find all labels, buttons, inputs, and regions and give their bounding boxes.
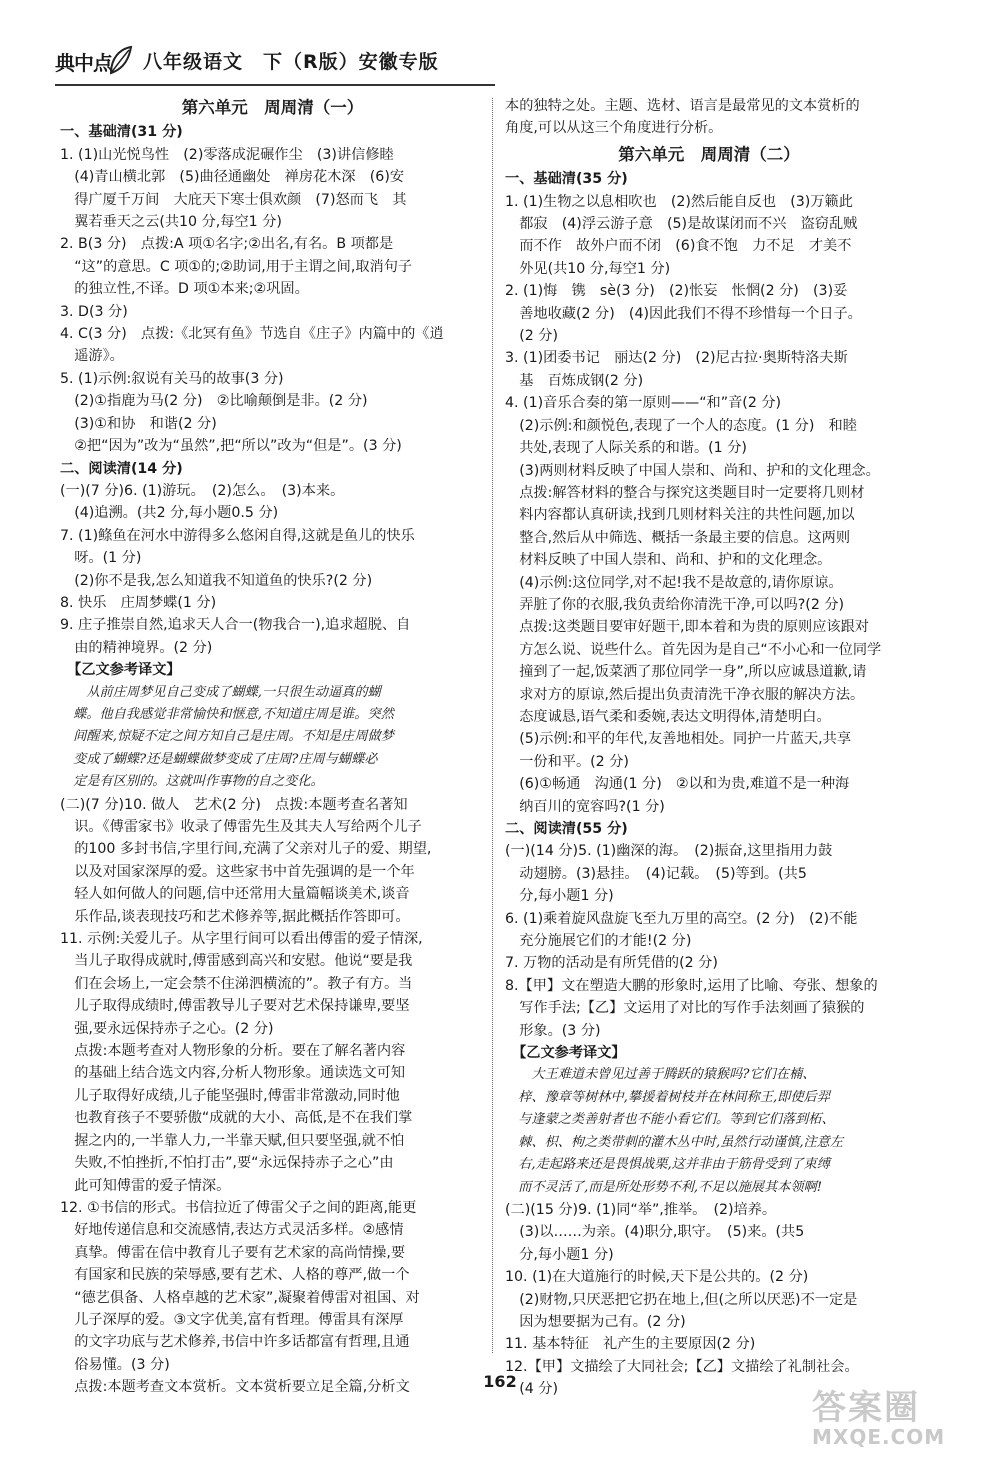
- answer-line: 的独立性,不译。D 项①本来;②巩固。: [60, 281, 309, 298]
- answer-line: 纳百川的宽容吗?(1 分): [505, 798, 665, 815]
- book-title: 八年级语文 下（R版）安徽专版: [143, 50, 439, 73]
- answer-line: 有国家和民族的荣辱感,要有艺术、人格的尊严,做一个: [60, 1267, 410, 1284]
- section-title-right: 第六单元 周周清（二）: [618, 144, 800, 164]
- right-answer-list: [505, 168, 913, 1400]
- answer-line: 握之内的,一半靠人力,一半靠天赋,但只要坚强,就不怕: [60, 1132, 405, 1149]
- answer-line: 11. 示例:关爱儿子。从字里行间可以看出傅雷的爱子情深,: [60, 931, 423, 948]
- answer-line: (一)(14 分)5. (1)幽深的海。 (2)振奋,这里指用力鼓: [505, 843, 833, 860]
- answer-line: 善地收藏(2 分) (4)因此我们不得不珍惜每一个日子。: [505, 305, 862, 322]
- answer-line: 方怎么说、说些什么。首先因为是自己“不小心和一位同学: [505, 641, 882, 658]
- answer-line: 基 百炼成钢(2 分): [505, 372, 644, 389]
- answer-line: (2)示例:和颜悦色,表现了一个人的态度。(1 分) 和睦: [505, 417, 857, 434]
- answer-line: ②把“因为”改为“虽然”,把“所以”改为“但是”。(3 分): [60, 438, 402, 455]
- translation-line: 右,走起路来还是畏惧战栗,这并非由于筋骨受到了束缚: [505, 1157, 830, 1173]
- watermark-logo: [812, 1380, 982, 1455]
- answer-line: (2)你不是我,怎么知道我不知道鱼的快乐?(2 分): [60, 572, 373, 589]
- answer-line: (3)两则材料反映了中国人崇和、尚和、护和的文化理念。: [505, 462, 880, 479]
- section-title-left: 第六单元 周周清（一）: [181, 98, 364, 117]
- answer-line: 外见(共10 分,每空1 分): [505, 260, 671, 277]
- answer-line: 3. D(3 分): [60, 303, 128, 320]
- answer-line: 8.【甲】文在塑造大鹏的形象时,运用了比喻、夸张、想象的: [505, 977, 878, 994]
- watermark-bottom: MXQE.COM: [812, 1425, 946, 1449]
- answer-line: (4 分): [505, 1381, 558, 1398]
- translation-line: 与逢蒙之类善射者也不能小看它们。等到它们落到柘、: [505, 1112, 835, 1128]
- answer-line: (4)青山横北郭 (5)曲径通幽处 禅房花木深 (6)安: [60, 169, 405, 186]
- answer-line: 而不作 故外户而不闭 (6)食不饱 力不足 才美不: [505, 238, 852, 255]
- answer-line: 们在会场上,一定会禁不住涕泗横流的”。教子有方。当: [60, 975, 413, 992]
- answer-line: 6. (1)乘着旋风盘旋飞至九万里的高空。(2 分) (2)不能: [505, 910, 858, 927]
- section-heading: 一、基础清(35 分): [505, 171, 628, 188]
- answer-line: 一份和平。(2 分): [505, 753, 629, 770]
- answer-line: “德艺俱备、人格卓越的艺术家”,凝聚着傅雷对祖国、对: [60, 1289, 420, 1306]
- answer-line: (二)(15 分)9. (1)同“举”,推举。 (2)培养。: [505, 1201, 777, 1218]
- header-rule: [55, 84, 495, 86]
- translation-line: 间醒来,惊疑不定之间方知自己是庄周。不知是庄周做梦: [60, 729, 394, 745]
- answer-line: 动翅膀。(3)悬挂。 (4)记载。 (5)等到。(共5: [505, 865, 807, 882]
- answer-line: 乐作品,谈表现技巧和艺术修养等,据此概括作答即可。: [60, 908, 410, 925]
- answer-line: 10. (1)在大道施行的时候,天下是公共的。(2 分): [505, 1269, 809, 1286]
- left-answer-list: [60, 121, 485, 1398]
- answer-line: (4)示例:这位同学,对不起!我不是故意的,请你原谅。: [505, 574, 843, 591]
- answer-line: (5)示例:和平的年代,友善地相处。同护一片蓝天,共享: [505, 731, 852, 748]
- answer-line: 撞到了一起,饭菜洒了那位同学一身”,所以应诚恳道歉,请: [505, 664, 867, 681]
- answer-line: 的文字功底与艺术修养,书信中许多话都富有哲理,且通: [60, 1334, 410, 1351]
- page-header: [55, 42, 555, 78]
- answer-line: 充分施展它们的才能!(2 分): [505, 933, 692, 950]
- answer-line: 识。《傅雷家书》收录了傅雷先生及其夫人写给两个儿子: [60, 819, 422, 835]
- answer-line: 【乙文参考译文】: [505, 1045, 626, 1062]
- answer-line: 形象。(3 分): [505, 1022, 601, 1039]
- answer-line: 呀。(1 分): [60, 550, 142, 567]
- answer-line: 5. (1)示例:叙说有关马的故事(3 分): [60, 370, 284, 387]
- watermark-top: 答案圈: [812, 1388, 920, 1428]
- answer-line: 写作手法;【乙】文运用了对比的写作手法刻画了猿猴的: [505, 1000, 865, 1017]
- answer-line: 2. (1)悔 镌 sè(3 分) (2)怅妄 怅惘(2 分) (3)妥: [505, 283, 848, 300]
- answer-line: 以及对国家深厚的爱。这些家书中首先强调的是一个年: [60, 863, 415, 880]
- answer-line: 9. 庄子推崇自然,追求天人合一(物我合一),追求超脱、自: [60, 617, 411, 634]
- column-divider: [492, 98, 493, 1353]
- section-heading: 一、基础清(31 分): [60, 124, 183, 141]
- answer-line: 态度诚恳,语气柔和委婉,表达文明得体,清楚明白。: [505, 708, 831, 725]
- answer-line: 由的精神境界。(2 分): [60, 639, 213, 656]
- answer-line: 因为想要据为己有。(2 分): [505, 1313, 686, 1330]
- answer-line: 儿子深厚的爱。③文字优美,富有哲理。傅雷具有深厚: [60, 1311, 404, 1328]
- translation-line: 从前庄周梦见自己变成了蝴蝶,一只很生动逼真的蝴: [60, 684, 381, 700]
- answer-line: 12. ①书信的形式。书信拉近了傅雷父子之间的距离,能更: [60, 1199, 417, 1216]
- answer-line: 点拨:解答材料的整合与探究这类题目时一定要将几则材: [505, 484, 865, 501]
- answer-line: 【乙文参考译文】: [60, 662, 181, 679]
- answer-line: (2)财物,只厌恶把它扔在地上,但(之所以厌恶)不一定是: [505, 1291, 858, 1308]
- answer-line: 弄脏了你的衣服,我负责给你清洗干净,可以吗?(2 分): [505, 596, 845, 613]
- right-column: [505, 95, 913, 1401]
- answer-line: 俗易懂。(3 分): [60, 1356, 170, 1373]
- answer-line: (一)(7 分)6. (1)游玩。 (2)怎么。 (3)本来。: [60, 482, 345, 499]
- answer-line: 的基础上结合选文内容,分析人物形象。通读选文可知: [60, 1065, 406, 1082]
- answer-line: 4. (1)音乐合奏的第一原则——“和”音(2 分): [505, 395, 782, 412]
- answer-line: 好地传递信息和交流感情,表达方式灵活多样。②感情: [60, 1222, 404, 1239]
- answer-line: 共处,表现了人际关系的和谐。(1 分): [505, 440, 747, 457]
- translation-line: 梓、豫章等树林中,攀援着树枝并在林间称王,即使后羿: [505, 1089, 830, 1105]
- translation-line: 而不灵活了,而是所处形势不利,不足以施展其本领啊!: [505, 1179, 822, 1195]
- answer-line: 都寂 (4)浮云游子意 (5)是故谋闭而不兴 盗窃乱贼: [505, 216, 858, 233]
- answer-line: 遥游》。: [60, 348, 124, 365]
- answer-line: 料内容都认真研读,找到几则材料关注的共性问题,加以: [505, 507, 855, 524]
- answer-line: 分,每小题1 分): [505, 1246, 614, 1263]
- answer-line: (3)①和协 和谐(2 分): [60, 415, 217, 432]
- answer-line: 点拨:本题考查文本赏析。文本赏析要立足全篇,分析文: [60, 1379, 410, 1396]
- answer-line: 轻人如何做人的问题,信中还常用大量篇幅谈美术,谈音: [60, 886, 410, 903]
- translation-line: 蝶。他自我感觉非常愉快和惬意,不知道庄周是谁。突然: [60, 706, 394, 722]
- translation-line: 大王难道未曾见过善于腾跃的猿猴吗?它们在楠、: [505, 1067, 816, 1083]
- translation-line: 棘、枳、枸之类带刺的灌木丛中时,虽然行动谨慎,注意左: [505, 1134, 844, 1150]
- answer-line: 分,每小题1 分): [505, 888, 614, 905]
- answer-line: (4)追溯。(共2 分,每小题0.5 分): [60, 505, 279, 522]
- answer-line: (2 分): [505, 328, 558, 345]
- answer-line: 11. 基本特征 礼产生的主要原因(2 分): [505, 1336, 756, 1353]
- leaf-icon: [107, 45, 133, 75]
- answer-line: 翼若垂天之云(共10 分,每空1 分): [60, 214, 282, 231]
- answer-line: 点拨:这类题目要审好题干,即本着和为贵的原则应该跟对: [505, 619, 869, 636]
- section-heading: 二、阅读清(55 分): [505, 821, 628, 837]
- answer-line: (3)以……为亲。(4)职分,职守。 (5)来。(共5: [505, 1224, 805, 1241]
- answer-line: 求对方的原谅,然后提出负责清洗干净衣服的解决方法。: [505, 686, 865, 703]
- answer-line: 角度,可以从这三个角度进行分析。: [505, 120, 723, 137]
- answer-line: 强,要永远保持赤子之心。(2 分): [60, 1020, 274, 1037]
- answer-line: 儿子取得好成绩,儿子能坚强时,傅雷非常激动,同时他: [60, 1087, 400, 1104]
- answer-line: 的100 多封书信,字里行间,充满了父亲对儿子的爱、期望,: [60, 841, 432, 858]
- answer-line: 材料反映了中国人崇和、尚和、护和的文化理念。: [505, 552, 832, 569]
- answer-line: (6)①畅通 沟通(1 分) ②以和为贵,难道不是一种海: [505, 776, 850, 793]
- answer-line: 当儿子取得成就时,傅雷感到高兴和安慰。他说“要是我: [60, 953, 413, 970]
- translation-line: 定是有区别的。这就叫作事物的自之变化。: [60, 774, 324, 790]
- section-heading: 二、阅读清(14 分): [60, 460, 183, 477]
- logo-text: 典中点: [55, 51, 112, 75]
- answer-line: 失败,不怕挫折,不怕打击”,要“永远保持赤子之心”由: [60, 1155, 394, 1172]
- answer-line: 点拨:本题考查对人物形象的分析。要在了解名著内容: [60, 1043, 406, 1060]
- answer-line: (二)(7 分)10. 做人 艺术(2 分) 点拨:本题考查名著知: [60, 796, 408, 813]
- answer-line: 2. B(3 分) 点拨:A 项①名字;②出名,有名。B 项都是: [60, 236, 394, 253]
- brand-logo: [55, 43, 135, 77]
- answer-line: 儿子取得成绩时,傅雷教导儿子要对艺术保持谦卑,要坚: [60, 998, 410, 1015]
- continued-text: [505, 95, 913, 140]
- answer-line: 真挚。傅雷在信中教育儿子要有艺术家的高尚情操,要: [60, 1244, 406, 1261]
- answer-line: 4. C(3 分) 点拨:《北冥有鱼》节选自《庄子》内篇中的《逍: [60, 326, 444, 343]
- answer-line: 整合,然后从中筛选、概括一条最主要的信息。这两则: [505, 529, 851, 546]
- answer-line: 12.【甲】文描绘了大同社会;【乙】文描绘了礼制社会。: [505, 1358, 859, 1375]
- answer-line: 此可知傅雷的爱子情深。: [60, 1177, 231, 1194]
- answer-line: “这”的意思。C 项①的;②助词,用于主谓之间,取消句子: [60, 258, 413, 275]
- answer-line: 1. (1)生物之以息相吹也 (2)然后能自反也 (3)万籁此: [505, 193, 853, 210]
- answer-line: 8. 快乐 庄周梦蝶(1 分): [60, 594, 217, 611]
- left-column: [60, 95, 485, 1399]
- answer-line: 得广厦千万间 大庇天下寒士俱欢颜 (7)怒而飞 其: [60, 191, 407, 208]
- answer-line: 7. 万物的活动是有所凭借的(2 分): [505, 955, 718, 972]
- page-number: 162: [483, 1372, 517, 1391]
- answer-line: (2)①指鹿为马(2 分) ②比喻颠倒是非。(2 分): [60, 393, 368, 410]
- answer-line: 1. (1)山光悦鸟性 (2)零落成泥碾作尘 (3)讲信修睦: [60, 146, 394, 163]
- answer-line: 也教育孩子不要骄傲“成就的大小、高低,是不在我们掌: [60, 1110, 413, 1127]
- answer-line: 7. (1)鲦鱼在河水中游得多么悠闲自得,这就是鱼儿的快乐: [60, 527, 415, 544]
- answer-line: 本的独特之处。主题、选材、语言是最常见的文本赏析的: [505, 98, 860, 114]
- answer-line: 3. (1)团委书记 丽达(2 分) (2)尼古拉·奥斯特洛夫斯: [505, 350, 848, 367]
- translation-line: 变成了蝴蝶?还是蝴蝶做梦变成了庄周?庄周与蝴蝶必: [60, 751, 378, 767]
